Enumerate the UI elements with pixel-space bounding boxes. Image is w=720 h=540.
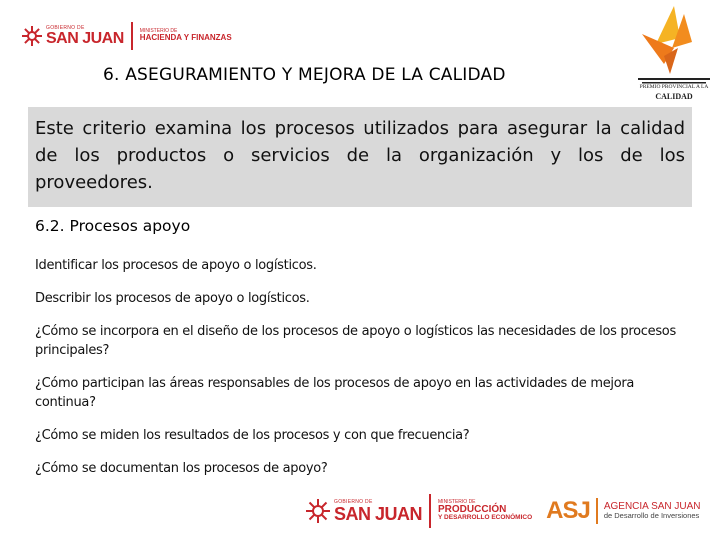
list-item: ¿Cómo se documentan los procesos de apoyo?	[35, 461, 328, 476]
footer-divider	[429, 494, 431, 528]
footer-ministry-line1: PRODUCCIÓN	[438, 503, 507, 515]
footer-ministry-small: MINISTERIO DE	[438, 498, 476, 505]
sun-icon	[306, 499, 330, 523]
prize-line2: CALIDAD	[655, 92, 693, 101]
logo-small-text: GOBIERNO DE	[46, 24, 85, 31]
logo-divider	[131, 22, 133, 50]
footer-logo-big: SAN JUAN	[334, 503, 423, 524]
list-item: ¿Cómo se miden los resultados de los procesos y con que frecuencia?	[35, 428, 470, 443]
logo-big-text: SAN JUAN	[46, 29, 124, 47]
star-logo-icon	[634, 4, 714, 84]
list-item: Identificar los procesos de apoyo o logísticos.	[35, 258, 317, 273]
footer-logos	[306, 492, 701, 530]
asj-logo	[546, 497, 700, 525]
premio-calidad-logo	[634, 4, 714, 104]
asj-name: AGENCIA SAN JUAN	[603, 501, 701, 513]
list-item: ¿Cómo se incorpora en el diseño de los procesos de apoyo o logísticos las necesidades de los procesos principales?	[35, 324, 676, 358]
page-title: 6. ASEGURAMIENTO Y MEJORA DE LA CALIDAD	[103, 65, 506, 85]
footer-ministry-line2: Y DESARROLLO ECONÓMICO	[438, 514, 533, 522]
sun-icon	[22, 26, 42, 46]
gobierno-san-juan-logo	[22, 22, 232, 50]
asj-desc: de Desarrollo de Inversiones	[603, 511, 700, 521]
intro-box: Este criterio examina los procesos utilizados para asegurar la calidad de los productos o servicios de la organización y los de los proveedores.	[28, 107, 692, 207]
list-item: Describir los procesos de apoyo o logísticos.	[35, 291, 310, 306]
ministry-name: HACIENDA Y FINANZAS	[139, 33, 232, 43]
ministry-small-text: MINISTERIO DE	[139, 28, 178, 35]
asj-divider	[596, 498, 598, 524]
question-list	[35, 256, 685, 492]
asj-mark: ASJ	[546, 497, 590, 524]
footer-logo-small: GOBIERNO DE	[334, 498, 373, 505]
section-subtitle: 6.2. Procesos apoyo	[35, 217, 191, 235]
list-item: ¿Cómo participan las áreas responsables de los procesos de apoyo en las actividades de mejora continua?	[35, 376, 635, 410]
prize-line1: PREMIO PROVINCIAL A LA	[639, 84, 709, 90]
